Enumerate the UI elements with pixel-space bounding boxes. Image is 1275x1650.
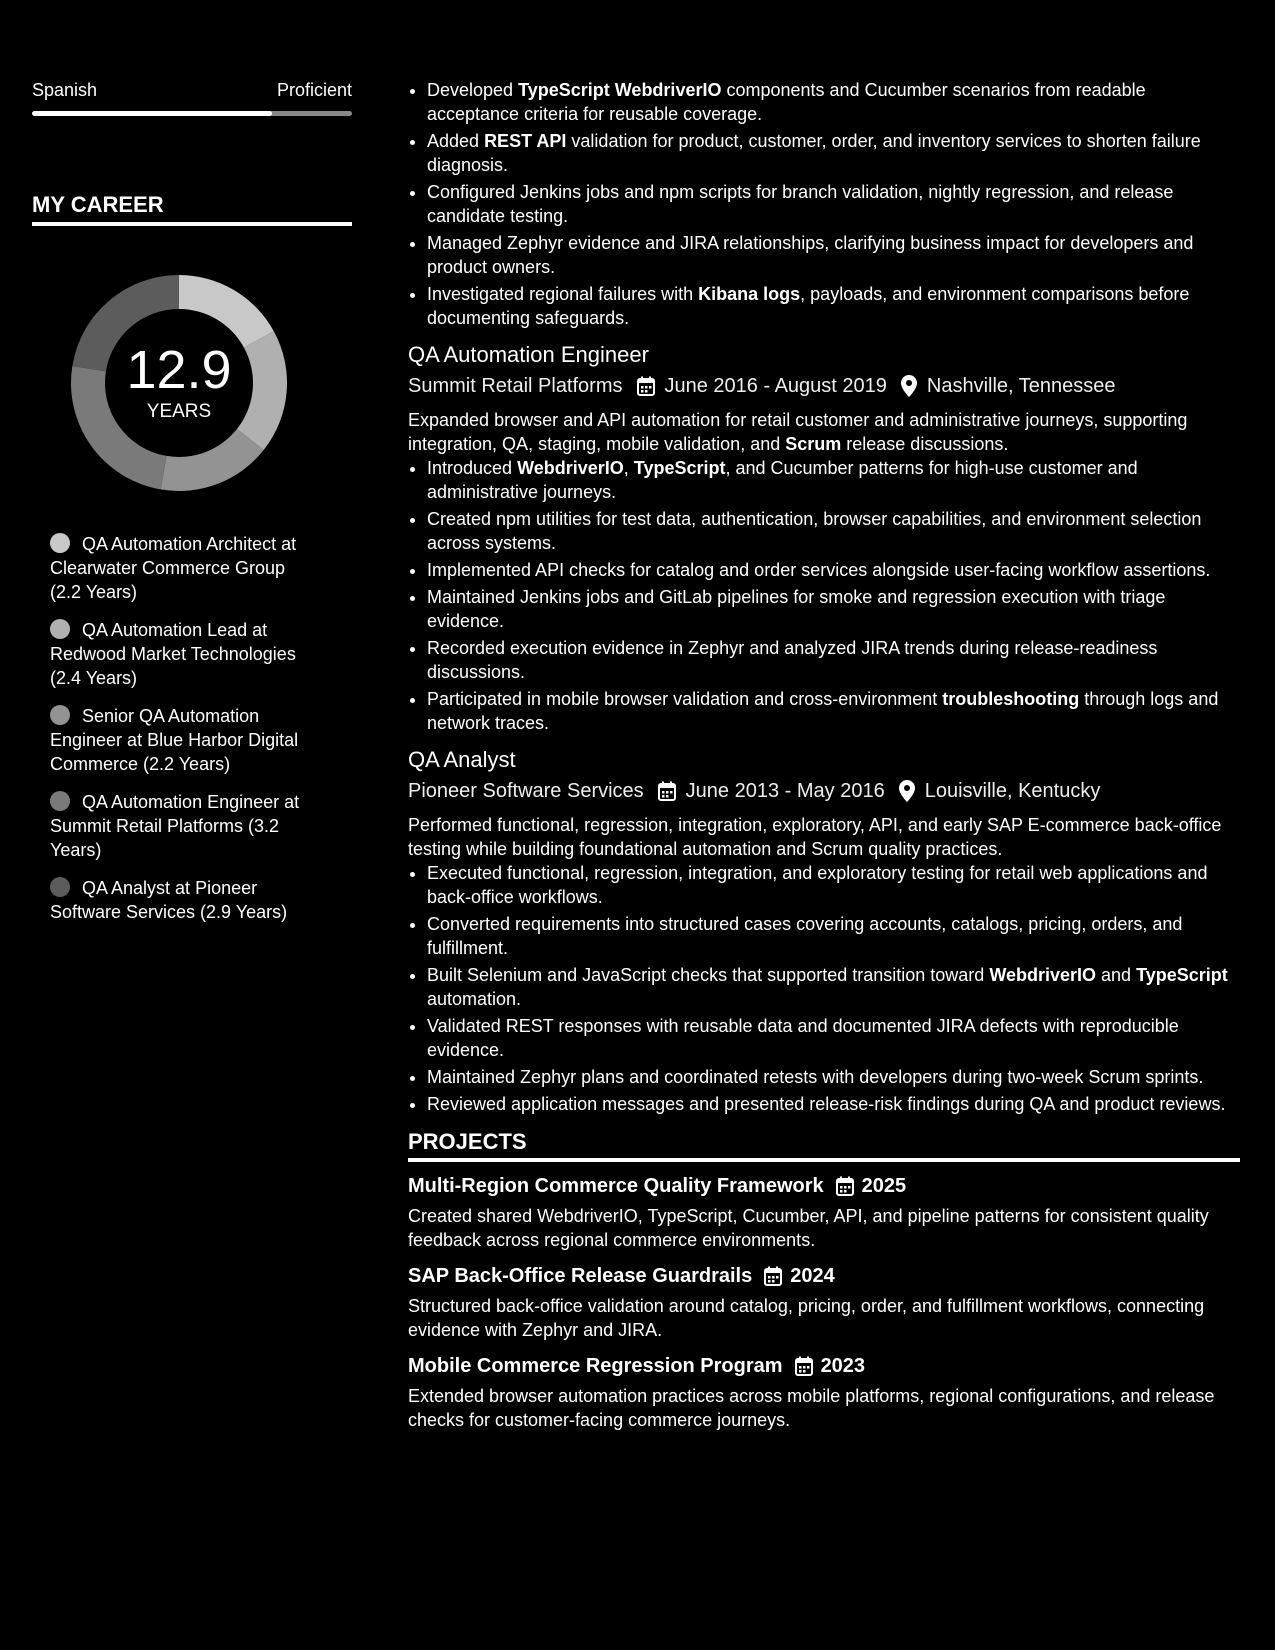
bullet-item: • Built Selenium and JavaScript checks that supported transition toward WebdriverIO and TypeScript automation. (427, 963, 1240, 1011)
project-title-row (408, 1352, 1240, 1380)
project-description: Structured back-office validation around catalog, pricing, order, and fulfillment workflows, connecting evidence with Zephyr and JIRA. (408, 1296, 1205, 1340)
project-title-row (408, 1172, 1240, 1200)
language-progress-bar (32, 111, 352, 116)
project-title: SAP Back-Office Release Guardrails (408, 1265, 753, 1287)
bullet-item: • Participated in mobile browser validation and cross-environment troubleshooting through logs and network traces. (427, 687, 1240, 735)
project-entry (408, 1352, 1240, 1432)
career-total-years: 12.9 (126, 340, 232, 400)
map-pin-icon (899, 780, 915, 802)
career-legend-item (50, 618, 320, 690)
job-list (408, 340, 1240, 1116)
project-description: Extended browser automation practices across mobile platforms, regional configurations, and release checks for customer-facing commerce journeys. (408, 1386, 1215, 1430)
sidebar (32, 80, 352, 938)
bullet-item: • Managed Zephyr evidence and JIRA relationships, clarifying business impact for developers and product owners. (427, 231, 1240, 279)
career-donut-chart (64, 268, 294, 498)
job-location: Nashville, Tennessee (926, 375, 1116, 397)
map-pin-icon (901, 375, 917, 397)
project-entry (408, 1172, 1240, 1252)
bullet-item: • Maintained Zephyr plans and coordinated retests with developers during two-week Scrum sprints. (427, 1065, 1240, 1089)
legend-dot (50, 619, 70, 639)
job-dates: June 2013 - May 2016 (685, 780, 885, 802)
career-role-label: QA Automation Architect at Clearwater Commerce Group (2.2 Years) (50, 534, 297, 602)
job-company: Pioneer Software Services (408, 780, 644, 802)
calendar-icon (836, 1176, 854, 1196)
bullet-item: • Converted requirements into structured cases covering accounts, catalogs, pricing, orders, and fulfillment. (427, 912, 1240, 960)
legend-dot (50, 877, 70, 897)
project-title: Mobile Commerce Regression Program (408, 1355, 783, 1377)
project-list (408, 1172, 1240, 1432)
bullet-item: • Introduced WebdriverIO, TypeScript, and Cucumber patterns for high-use customer and administrative journeys. (427, 456, 1240, 504)
project-year: 2025 (861, 1175, 907, 1197)
bullet-item: • Validated REST responses with reusable data and documented JIRA defects with reproducible evidence. (427, 1014, 1240, 1062)
bullet-item: • Investigated regional failures with Kibana logs, payloads, and environment comparisons before documenting safeguards. (427, 282, 1240, 330)
bullet-item: • Maintained Jenkins jobs and GitLab pipelines for smoke and regression execution with triage evidence. (427, 585, 1240, 633)
language-row (32, 80, 352, 101)
project-entry (408, 1262, 1240, 1342)
job-location: Louisville, Kentucky (924, 780, 1101, 802)
job-company: Summit Retail Platforms (408, 375, 623, 397)
project-description: Created shared WebdriverIO, TypeScript, Cucumber, API, and pipeline patterns for consistent quality feedback across regional commerce environments. (408, 1206, 1209, 1250)
career-legend-item (50, 790, 320, 862)
job-summary: Expanded browser and API automation for retail customer and administrative journeys, supporting integration, QA, staging, mobile validation, and Scrum release discussions. (408, 410, 1188, 454)
bullet-item: • Configured Jenkins jobs and npm scripts for branch validation, nightly regression, and release candidate testing. (427, 180, 1240, 228)
language-level: Proficient (276, 80, 352, 100)
calendar-icon (764, 1266, 782, 1286)
project-year: 2024 (790, 1265, 835, 1287)
job-meta (408, 777, 1240, 805)
job-bullets (408, 456, 1240, 735)
projects-heading: PROJECTS (408, 1130, 1240, 1162)
job-title: QA Automation Engineer (408, 342, 649, 367)
job-meta (408, 372, 1240, 400)
career-legend-item (50, 876, 320, 924)
career-role-label: Senior QA Automation Engineer at Blue Harbor Digital Commerce (2.2 Years) (50, 706, 299, 774)
language-progress-fill (32, 111, 272, 116)
bullet-item: • Executed functional, regression, integration, and exploratory testing for retail web applications and back-office workflows. (427, 861, 1240, 909)
career-legend-item (50, 532, 320, 604)
bullet-item: • Reviewed application messages and presented release-risk findings during QA and product reviews. (427, 1092, 1240, 1116)
job-dates: June 2016 - August 2019 (664, 375, 887, 397)
project-title-row (408, 1262, 1240, 1290)
job-summary: Performed functional, regression, integration, exploratory, API, and early SAP E-commerce back-office testing while building foundational automation and Scrum quality practices. (408, 815, 1222, 859)
job-entry (408, 745, 1240, 1116)
career-total-unit: YEARS (146, 401, 212, 422)
bullet-item: • Developed TypeScript WebdriverIO components and Cucumber scenarios from readable acceptance criteria for reusable coverage. (427, 78, 1240, 126)
job-title: QA Analyst (408, 747, 516, 772)
project-year: 2023 (820, 1355, 866, 1377)
bullet-item: • Recorded execution evidence in Zephyr and analyzed JIRA trends during release-readiness discussions. (427, 636, 1240, 684)
calendar-icon (658, 781, 676, 801)
donut-center (64, 268, 294, 498)
bullet-item: • Added REST API validation for product, customer, order, and inventory services to shorten failure diagnosis. (427, 129, 1240, 177)
bullet-item: • Implemented API checks for catalog and order services alongside user-facing workflow assertions. (427, 558, 1240, 582)
calendar-icon (795, 1356, 813, 1376)
bullet-item: • Created npm utilities for test data, authentication, browser capabilities, and environment selection across systems. (427, 507, 1240, 555)
job-bullets (408, 861, 1240, 1116)
main-content (408, 78, 1240, 1432)
project-title: Multi-Region Commerce Quality Framework (408, 1175, 824, 1197)
legend-dot (50, 791, 70, 811)
career-role-label: QA Analyst at Pioneer Software Services (2.9 Years) (50, 878, 288, 922)
career-role-label: QA Automation Engineer at Summit Retail Platforms (3.2 Years) (50, 792, 300, 860)
job-entry (408, 340, 1240, 735)
legend-dot (50, 705, 70, 725)
previous-role-bullets (408, 78, 1240, 330)
calendar-icon (637, 376, 655, 396)
career-legend-item (50, 704, 320, 776)
legend-dot (50, 533, 70, 553)
career-role-label: QA Automation Lead at Redwood Market Technologies (2.4 Years) (50, 620, 296, 688)
career-heading: MY CAREER (32, 192, 352, 226)
language-name: Spanish (32, 80, 98, 100)
career-legend (50, 532, 320, 924)
